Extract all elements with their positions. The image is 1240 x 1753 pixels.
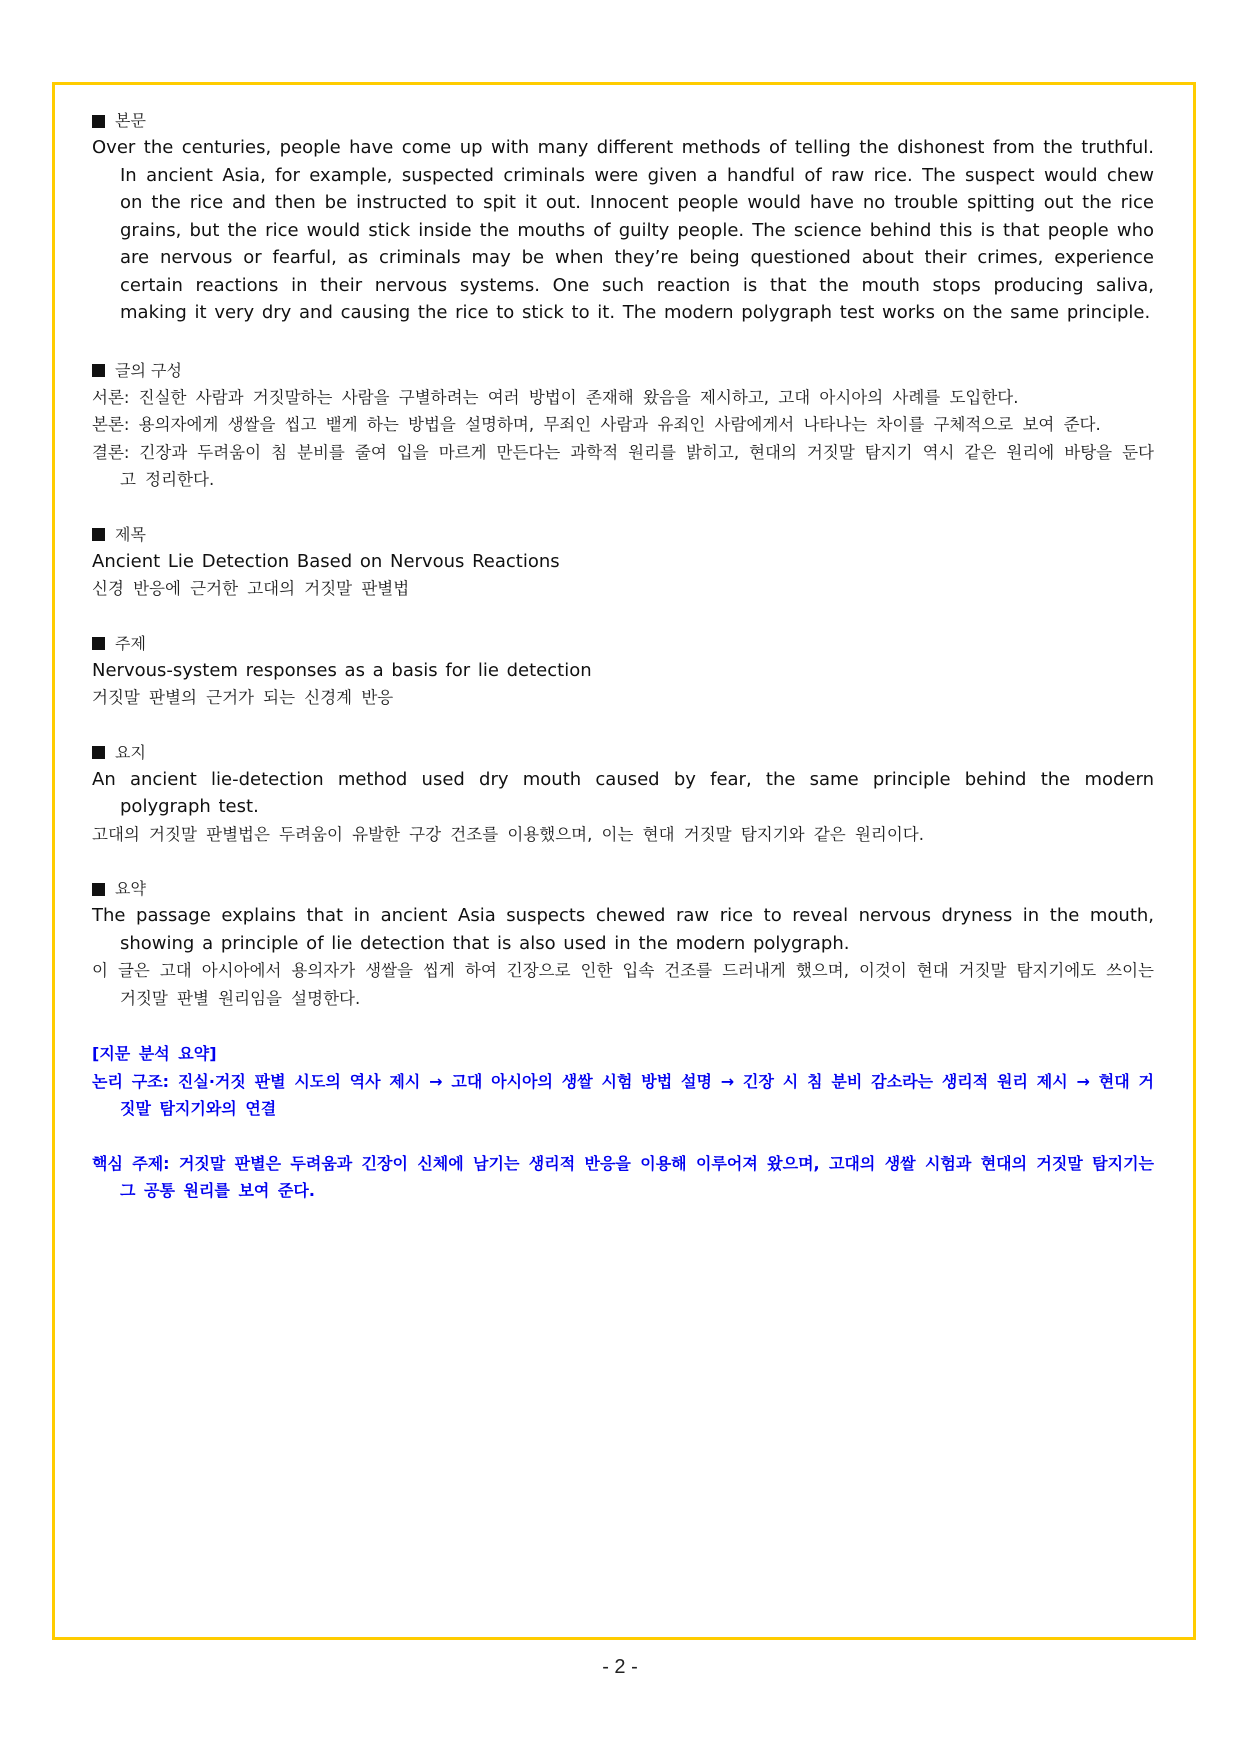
- black-square-bullet-icon: [92, 115, 105, 128]
- section-heading-label: 글의 구성: [115, 360, 182, 380]
- section-heading-label: 본문: [115, 111, 146, 130]
- section-heading: [92, 108, 1154, 134]
- section-analysis: [92, 1040, 1154, 1205]
- summary-korean: 이 글은 고대 아시아에서 용의자가 생쌀을 씹게 하여 긴장으로 인한 입속 건조를 드러내게 했으며, 이것이 현대 거짓말 탐지기에도 쓰이는 거짓말 판별 원리임을 설명한다.: [92, 961, 1154, 1008]
- body-passage: Over the centuries, people have come up with many different methods of telling the dishonest from the truthful. In ancient Asia, for example, suspected criminals were given a handful of raw rice. The suspect would chew on the rice and then be instructed to spit it out. Innocent people would have no trouble spitting out the rice grains, but the rice would stick inside the mouths of guilty people. The science behind this is that people who are nervous or fearful, as criminals may be when they’re being questioned about their crimes, experience certain reactions in their nervous systems. One such reaction is that the mouth stops producing saliva, making it very dry and causing the rice to stick to it. The modern polygraph test works on the same principle.: [92, 137, 1154, 323]
- section-heading: [92, 631, 1154, 657]
- gist-korean: 고대의 거짓말 판별법은 두려움이 유발한 구강 건조를 이용했으며, 이는 현대 거짓말 탐지기와 같은 원리이다.: [92, 824, 924, 844]
- section-heading: [92, 358, 1154, 384]
- page-number: - 2 -: [602, 1656, 638, 1678]
- section-heading-label: 요약: [115, 879, 146, 898]
- black-square-bullet-icon: [92, 746, 105, 759]
- document-content: [92, 108, 1154, 1205]
- black-square-bullet-icon: [92, 637, 105, 650]
- section-heading-label: 요지: [115, 742, 146, 762]
- black-square-bullet-icon: [92, 528, 105, 541]
- gist-english: An ancient lie-detection method used dry mouth caused by fear, the same principle behind the modern polygraph test.: [92, 768, 1154, 817]
- section-body: [92, 108, 1154, 327]
- analysis-logic-structure: 논리 구조: 진실·거짓 판별 시도의 역사 제시 → 고대 아시아의 생쌀 시험 방법 설명 → 긴장 시 침 분비 감소라는 생리적 원리 제시 → 현대 거짓말 탐지기와의 연결: [92, 1071, 1154, 1118]
- theme-korean: 거짓말 판별의 근거가 되는 신경계 반응: [92, 688, 394, 707]
- section-summary: [92, 876, 1154, 1012]
- section-heading-label: 제목: [115, 524, 146, 544]
- structure-conclusion: 결론: 긴장과 두려움이 침 분비를 줄여 입을 마르게 만든다는 과학적 원리를 밝히고, 현대의 거짓말 탐지기 역시 같은 원리에 바탕을 둔다고 정리한다.: [92, 442, 1154, 489]
- section-heading: [92, 740, 1154, 766]
- black-square-bullet-icon: [92, 883, 105, 896]
- section-gist: [92, 740, 1154, 849]
- title-english: Ancient Lie Detection Based on Nervous Reactions: [92, 550, 560, 572]
- structure-body: 본론: 용의자에게 생쌀을 씹고 뱉게 하는 방법을 설명하며, 무죄인 사람과 유죄인 사람에게서 나타나는 차이를 구체적으로 보여 준다.: [92, 415, 1101, 434]
- theme-english: Nervous-system responses as a basis for lie detection: [92, 659, 592, 681]
- section-theme: [92, 631, 1154, 712]
- section-heading: [92, 522, 1154, 548]
- black-square-bullet-icon: [92, 364, 105, 377]
- analysis-core-theme: 핵심 주제: 거짓말 판별은 두려움과 긴장이 신체에 남기는 생리적 반응을 이용해 이루어져 왔으며, 고대의 생쌀 시험과 현대의 거짓말 탐지기는 그 공통 원리를 보여 준다.: [92, 1153, 1154, 1200]
- summary-english: The passage explains that in ancient Asia suspects chewed raw rice to reveal nervous dryness in the mouth, showing a principle of lie detection that is also used in the modern polygraph.: [92, 905, 1154, 954]
- structure-intro: 서론: 진실한 사람과 거짓말하는 사람을 구별하려는 여러 방법이 존재해 왔음을 제시하고, 고대 아시아의 사례를 도입한다.: [92, 387, 1019, 407]
- section-structure: [92, 358, 1154, 494]
- section-title: [92, 522, 1154, 603]
- analysis-heading: [지문 분석 요약]: [92, 1044, 217, 1063]
- title-korean: 신경 반응에 근거한 고대의 거짓말 판별법: [92, 579, 410, 598]
- section-heading-label: 주제: [115, 633, 146, 653]
- section-heading: [92, 876, 1154, 902]
